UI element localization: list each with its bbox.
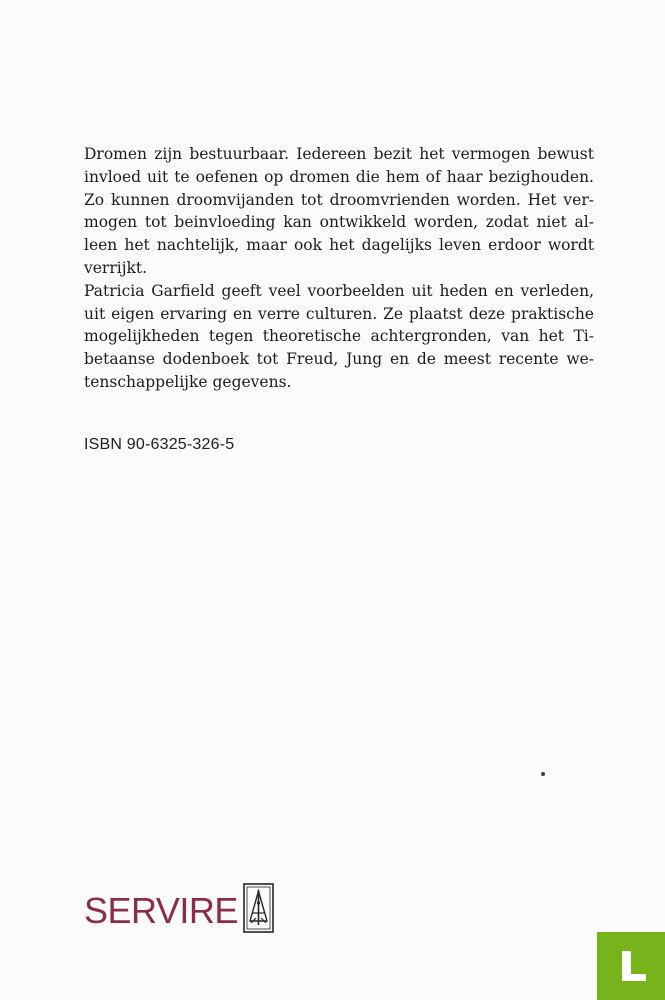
blurb-line: leen het nachtelijk, maar ook het dagelijks leven erdoor wordt bbox=[84, 236, 594, 255]
blurb-line: mogelijkheden tegen theoretische achtergronden, van het Ti- bbox=[84, 327, 594, 346]
blurb-line: invloed uit te oefenen op dromen die hem of haar bezighouden. bbox=[84, 167, 594, 186]
blurb-line: Dromen zijn bestuurbaar. Iedereen bezit het vermogen bewust bbox=[84, 145, 594, 163]
corner-badge bbox=[597, 932, 665, 1000]
site-watermark-icon bbox=[619, 948, 649, 984]
back-cover-blurb bbox=[84, 143, 594, 394]
blurb-line: betaanse dodenboek tot Freud, Jung en de meest recente we- bbox=[84, 350, 594, 369]
blurb-line: Patricia Garfield geeft veel voorbeelden uit heden en verleden, bbox=[84, 281, 594, 300]
publisher-name: SERVIRE bbox=[84, 890, 238, 931]
blurb-line: tenschappelijke gegevens. bbox=[84, 372, 292, 391]
blurb-line: mogen tot beinvloeding kan ontwikkeld worden, zodat niet al- bbox=[84, 213, 594, 232]
blurb-line: verrijkt. bbox=[84, 258, 148, 277]
blurb-line: Zo kunnen droomvijanden tot droomvrienden worden. Het ver- bbox=[84, 190, 594, 209]
servire-emblem-icon bbox=[243, 883, 274, 933]
print-speck bbox=[541, 772, 545, 776]
blurb-line: uit eigen ervaring en verre culturen. Ze plaatst deze praktische bbox=[84, 304, 594, 323]
isbn-number: ISBN 90-6325-326-5 bbox=[84, 436, 235, 453]
